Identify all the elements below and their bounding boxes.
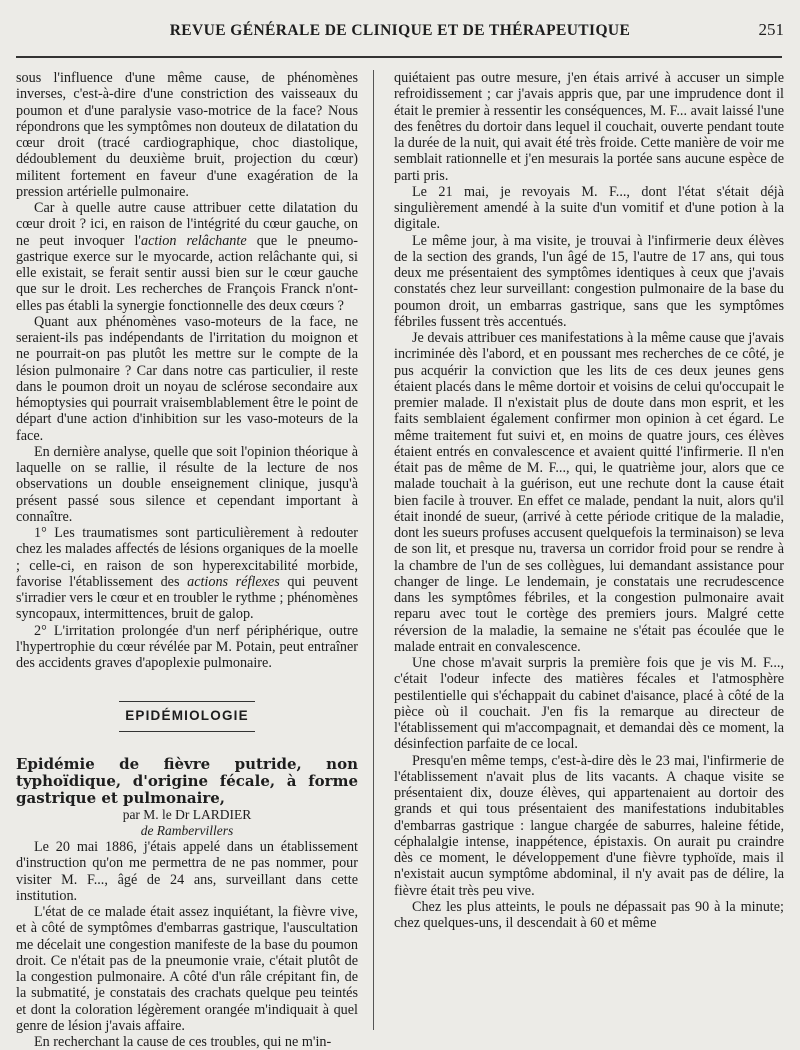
section-heading xyxy=(16,701,358,731)
header-rule xyxy=(16,56,782,58)
paragraph: En recherchant la cause de ces troubles, qui ne m'in- xyxy=(34,1034,332,1050)
paragraph: L'état de ce malade était assez inquiétant, la fièvre vive, et à côté de symptômes d'embarras gastrique, l'auscultation me décelait une congestion manifeste de la base du poumon droit. Ce n'était pas de la pneumonie vraie, c'était plutôt de la congestion pulmonaire. A côté d'un râle crépitant fin, de la submatité, je constatais des crachats quelque peu teintés et dont la coloration légèrement orangée m'indiquait à quel genre de lésion j'avais affaire. xyxy=(16,904,358,1034)
paragraph: Le 21 mai, je revoyais M. F..., dont l'état s'était déjà singulièrement amendé à la suite d'un vomitif et d'une potion à la digitale. xyxy=(394,183,784,233)
paragraph: Une chose m'avait surpris la première fois que je vis M. F..., c'était l'odeur infecte des matières fécales et l'atmosphère pestilentielle qui s'échappait du cabinet d'aisance, placé à côté de la pièce où il couchait. J'en fis la remarque au directeur de l'établissement qui m'accompagnait, et demandai dès ce moment, la désinfection parfaite de ce local. xyxy=(394,655,784,753)
paragraph: sous l'influence d'une même cause, de phénomènes inverses, c'est-à-dire d'une constriction des vaisseaux du poumon et d'une paralysie vaso-motrice de la face? Nous répondrons que les symptômes non douteux de dilatation du cœur droit (tracé cardiographique, choc diastolique, dédoublement du deuxième bruit, projection du cœur) militent fortement en faveur d'une exagération de la pression artérielle pulmonaire. xyxy=(16,70,358,200)
page-number: 251 xyxy=(758,20,784,39)
text-run: qui peuvent s'irradier vers le cœur et en troubler le rythme ; phénomènes syncopaux, intermittences, bruit de galop. xyxy=(16,573,358,623)
paragraph xyxy=(16,200,358,314)
emphasis: action relâchante xyxy=(140,232,247,249)
article-title: Epidémie de fièvre putride, non typhoïdique, d'origine fécale, à forme gastrique et pulmonaire, xyxy=(16,754,358,807)
paragraph: En dernière analyse, quelle que soit l'opinion théorique à laquelle on se rallie, il résulte de la lecture de nos observations un double enseignement clinique, jusqu'à présent passé sous silence et cependant important à connaître. xyxy=(16,443,358,525)
section-heading-text: EPIDÉMIOLOGIE xyxy=(119,701,255,731)
paragraph: Le même jour, à ma visite, je trouvai à l'infirmerie deux élèves de la section des grands, l'un âgé de 15, l'autre de 17 ans, qui tous deux me présentaient des symptômes identiques à ceux que j'avais constatés chez leur surveillant: congestion pulmonaire de la base du poumon droit, un embarras gastrique, sans que les symptômes fébriles fussent très accentués. xyxy=(394,232,784,330)
text-run: Car à quelle autre cause attribuer cette dilatation du cœur droit ? ici, en raison de l'intégrité du cœur gauche, on ne peut invoquer l' xyxy=(16,200,358,249)
paragraph: Quant aux phénomènes vaso-moteurs de la face, ne seraient-ils pas indépendants de l'irritation du moignon et ne pourrait-on pas plutôt les mettre sur le compte de la lésion pulmonaire ? Car dans notre cas particulier, il reste dans le poumon droit un noyau de sclérose secondaire aux hémoptysies qui pourrait vraisemblablement être le point de départ d'une action d'inhibition sur les vaso-moteurs de la face. xyxy=(16,313,358,444)
running-title: REVUE GÉNÉRALE DE CLINIQUE ET DE THÉRAPEUTIQUE xyxy=(169,22,631,39)
paragraph: quiétaient pas outre mesure, j'en étais arrivé à accuser un simple refroidissement ; car j'avais appris que, par une imprudence dont il était le premier à ressentir les conséquences, M. F... avait laissé l'une des fenêtres du dortoir dans lequel il couchait, ouverte pendant toute la durée de la nuit, qui avait été très froide. Cette manière de voir me semblait rationnelle et j'en mesurais la portée sans aucune espèce de parti pris. xyxy=(394,70,784,184)
author-affiliation: de Rambervillers xyxy=(140,822,234,838)
byline: par M. le Dr LARDIER xyxy=(122,806,252,822)
emphasis: actions réflexes xyxy=(187,573,280,590)
paragraph xyxy=(16,525,358,623)
paragraph: Je devais attribuer ces manifestations à la même cause que j'avais incriminée dès l'abord, et en poussant mes recherches de ce côté, je pus acquérir la conviction que les lits de ces deux jeunes gens étaient placés dans le même dortoir et voisins de celui qu'occupait le premier malade. Il n'existait plus de doute dans mon esprit, et les faits semblaient également confirmer mon opinion à cet égard. Le même traitement fut suivi et, en moins de quatre jours, ces élèves étaient entrés en convalescence et avaient quitté l'infirmerie. Il n'en était pas de même de M. F..., qui, le quatrième jour, alors que ce malade touchait à la guérison, eut une rechute dont la cause était bien facile à trouver. En effet ce malade, pendant la nuit, alors qu'il était inondé de sueur, (arrivé à cette période critique de la maladie, dont les sueurs profuses accusent quelquefois la terminaison) se leva de son lit, et presque nu, traversa un corridor froid pour se rendre à la chambre de l'un de ses collègues, lui demandant assistance pour changer de linge. Le lendemain, je constatais une recrudescence dans les symptômes fébriles, et la congestion pulmonaire avait reparu avec tout le cortège des premiers jours. Malgré cette réversion de la maladie, la semaine ne s'était pas écoulée que le malade entrait en convalescence. xyxy=(394,330,784,655)
page-header xyxy=(0,0,800,56)
text-run: 1° Les traumatismes sont particulièrement à redouter chez les malades affectés de lésions organiques de la moelle ; celle-ci, en raison de son hyperexcitabilité morbide, favorise l'établissement des xyxy=(16,525,358,590)
paragraph: Le 20 mai 1886, j'étais appelé dans un établissement d'instruction qu'on me permettra de ne pas nommer, pour visiter M. F..., âgé de 24 ans, surveillant dans cette institution. xyxy=(16,839,358,904)
right-column xyxy=(394,70,784,931)
text-run: que le pneumo-gastrique exerce sur le myocarde, action relâchante qui, si elle existait, se ferait sentir aussi bien sur le cœur gauche que sur le droit. Les recherches de François Franck n'ont-elles pas établi la synergie fonctionnelle des deux cœurs ? xyxy=(16,232,359,314)
paragraph: 2° L'irritation prolongée d'un nerf périphérique, outre l'hypertrophie du cœur révélée par M. Potain, peut entraîner des accidents graves d'apoplexie pulmonaire. xyxy=(16,622,358,671)
left-column xyxy=(16,70,358,1050)
paragraph: Presqu'en même temps, c'est-à-dire dès le 23 mai, l'infirmerie de l'établissement n'avait plus de lits vacants. A chaque visite se présentaient dix, douze élèves, qui appartenaient au dortoir des grands et qui tous présentaient des manifestations indubitables d'embarras gastrique : langue chargée de saburres, haleine fétide, céphalalgie intense, inappétence, épistaxis. On aurait pu craindre dès ce moment, le développement d'une fièvre typhoïde, mais il n'existait aucun symptôme abdominal, il n'y avait pas de délire, la fièvre était très peu vive. xyxy=(394,752,784,899)
column-divider xyxy=(373,70,374,1030)
paragraph: Chez les plus atteints, le pouls ne dépassait pas 90 à la minute; chez quelques-uns, il descendait à 60 et même xyxy=(394,898,784,931)
